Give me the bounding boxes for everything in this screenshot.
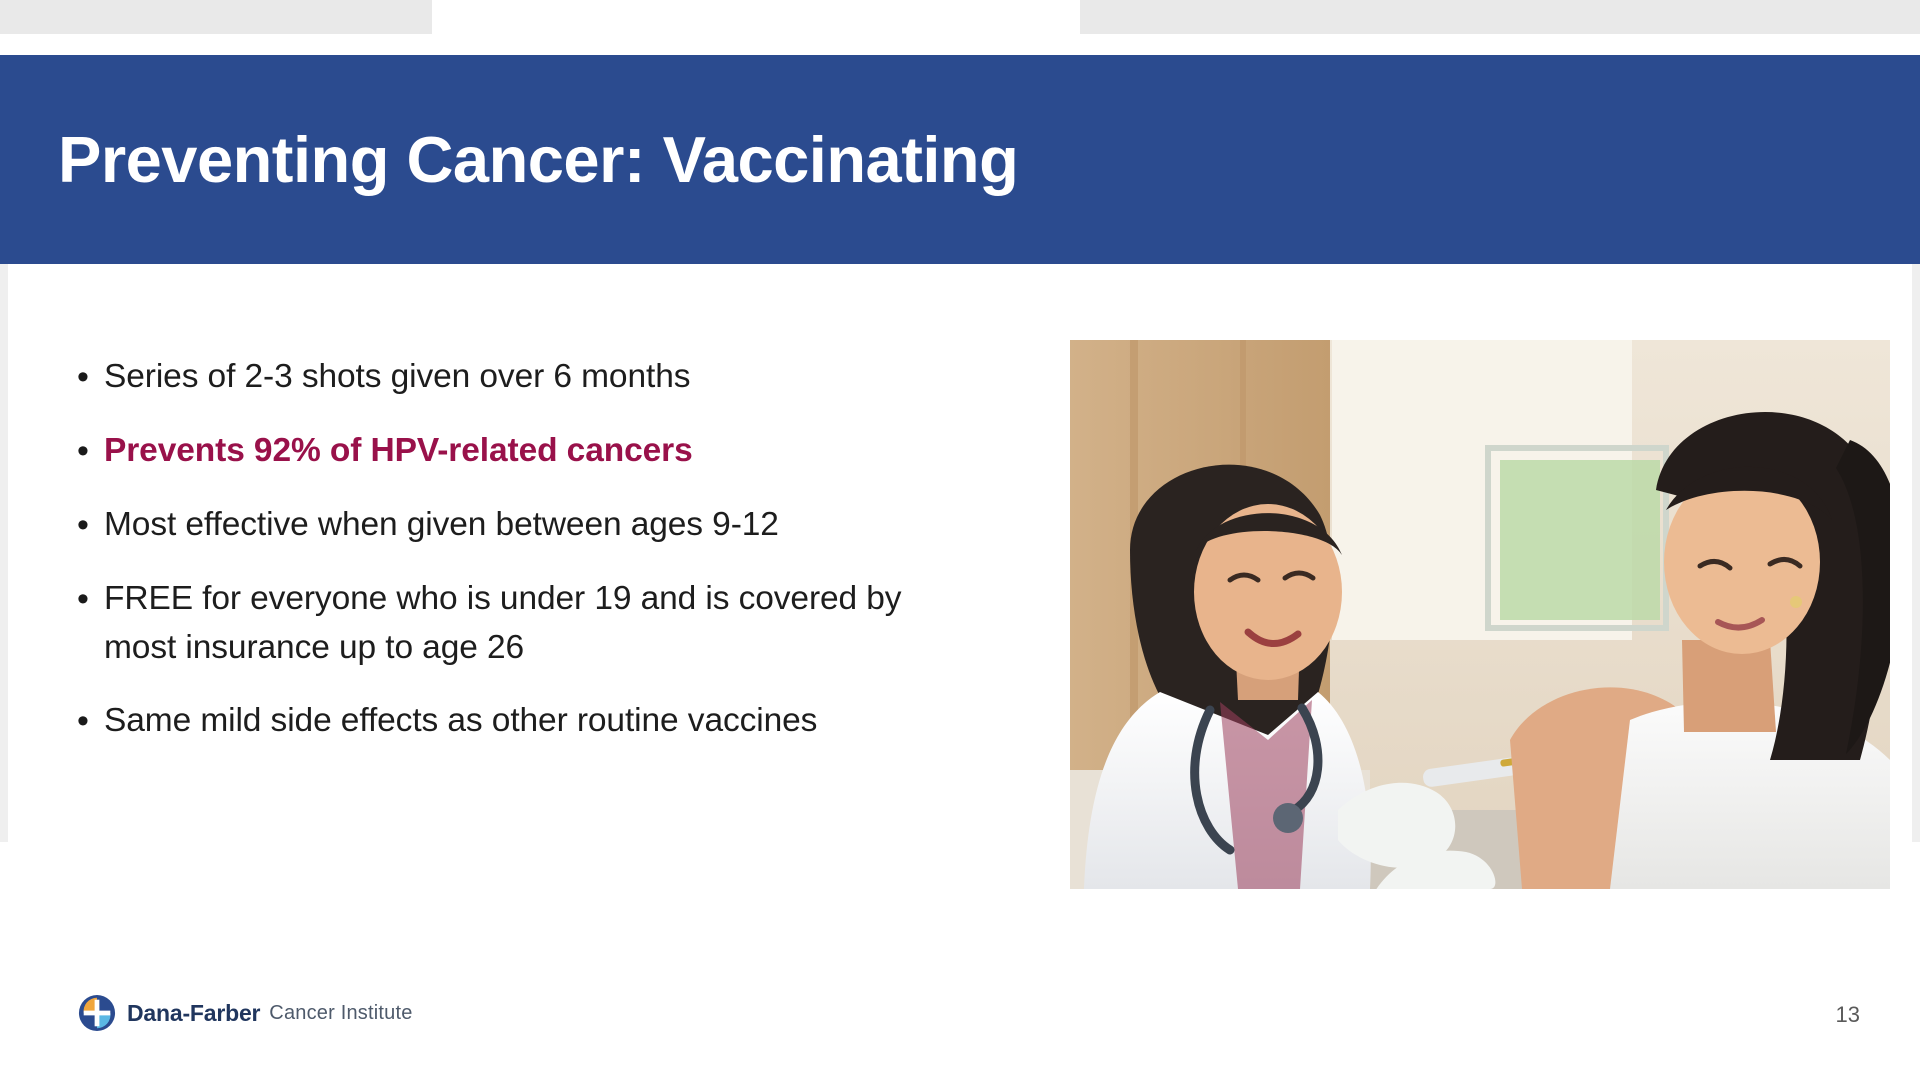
bullet-text: Series of 2-3 shots given over 6 months [104, 358, 691, 395]
canvas-edge-right [1912, 262, 1920, 842]
page-number: 13 [1835, 1002, 1860, 1027]
list-item [70, 696, 1060, 746]
bullet-marker-icon: • [77, 580, 89, 618]
bullet-text: FREE for everyone who is under 19 and is covered by most insurance up to age 26 [104, 580, 902, 666]
vaccination-photo-illustration [1070, 340, 1890, 889]
footer-logo [78, 994, 413, 1032]
dana-farber-logo-icon [78, 994, 116, 1032]
list-item [70, 426, 1060, 476]
bullet-text: Most effective when given between ages 9-12 [104, 506, 779, 543]
logo-name: Dana-Farber [127, 999, 261, 1026]
title-banner [0, 55, 1920, 264]
slide-title: Preventing Cancer: Vaccinating [58, 123, 1019, 196]
bullet-marker-icon: • [77, 432, 89, 470]
list-item [70, 574, 1060, 672]
bullet-list [70, 352, 1060, 770]
list-item [70, 352, 1060, 402]
bullet-marker-icon: • [77, 358, 89, 396]
bullet-marker-icon: • [77, 702, 89, 740]
canvas-edge-left [0, 262, 8, 842]
bullet-text-highlighted: Prevents 92% of HPV-related cancers [104, 432, 693, 469]
list-item [70, 500, 1060, 550]
canvas-edge-top-right [1080, 0, 1920, 34]
logo-subtitle: Cancer Institute [269, 1001, 413, 1024]
canvas-edge-top-left [0, 0, 432, 34]
bullet-text: Same mild side effects as other routine vaccines [104, 702, 818, 739]
bullet-marker-icon: • [77, 506, 89, 544]
vaccination-photo [1070, 340, 1890, 889]
